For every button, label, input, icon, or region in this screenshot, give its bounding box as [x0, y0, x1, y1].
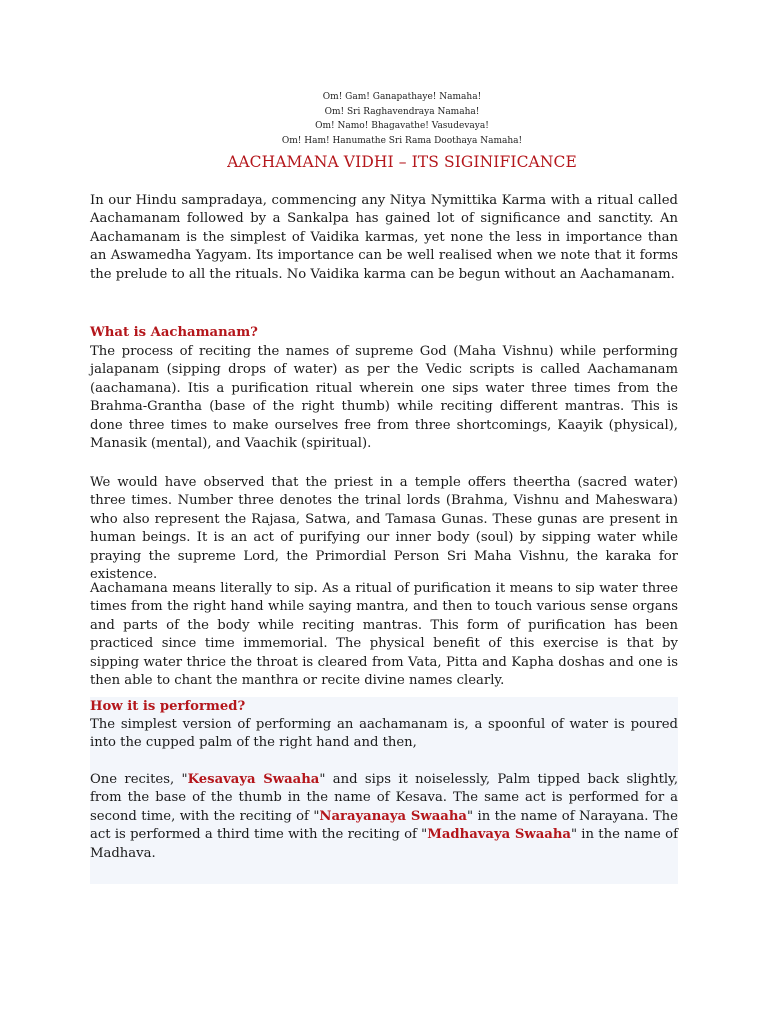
body-paragraph: The process of reciting the names of supreme God (Maha Vishnu) while performing jalapanam (sipping drops of water) as per the Vedic scripts is called Aachamanam (aachamana). Itis a purification ritual wherein one sips water three times from the Brahma-Grantha (base of the right thumb) while reciting different mantras. This is done three times to make ourselves free from three shortcomings, Kaayik (physical), Manasik (mental), and Vaachik (spiritual). — [90, 344, 678, 452]
invocation-line: Om! Namo! Bhagavathe! Vasudevaya! — [315, 121, 489, 131]
mantra-madhavaya: Madhavaya Swaaha — [427, 827, 571, 843]
body-paragraph: The simplest version of performing an aachamanam is, a spoonful of water is poured into the cupped palm of the right hand and then, — [90, 717, 678, 751]
text-segment: " and sips it noiselessly, Palm tipped back slightly, from the base of the thumb in the name of Kesava. The same act is performed for a second time, with the reciting of " — [90, 772, 679, 824]
mantra-kesavaya: Kesavaya Swaaha — [187, 772, 320, 787]
invocation-block — [90, 90, 714, 148]
page-title: AACHAMANA VIDHI – ITS SIGINIFICANCE — [227, 153, 577, 171]
text-segment: " in the name of Madhava. — [90, 827, 678, 861]
body-paragraph: We would have observed that the priest in a temple offers theertha (sacred water) three times. Number three denotes the trinal lords (Brahma, Vishnu and Maheswara) who also represent the Rajasa, Satwa, and Tamasa Gunas. These gunas are present in human beings. It is an act of purifying our inner body (soul) by sipping water while praying the supreme Lord, the Primordial Person Sri Maha Vishnu, the karaka for existence. — [90, 475, 678, 583]
invocation-line: Om! Sri Raghavendraya Namaha! — [324, 106, 480, 117]
intro-paragraph: In our Hindu sampradaya, commencing any Nitya Nymittika Karma with a ritual called Aachamanam followed by a Sankalpa has gained lot of significance and sanctity. An Aachamanam is the simplest of Vaidika karmas, yet none the less in importance than an Aswamedha Yagyam. Its importance can be well realised when we note that it forms the prelude to all the rituals. No Vaidika karma can be begun without an Aachamanam. — [90, 193, 678, 282]
text-segment: " in the name of Narayana. The act is performed a third time with the reciting of " — [90, 808, 678, 843]
invocation-line: Om! Gam! Ganapathaye! Namaha! — [322, 92, 482, 102]
invocation-line: Om! Ham! Hanumathe Sri Rama Doothaya Namaha! — [281, 135, 523, 146]
section-heading-how-performed: How it is performed? — [90, 699, 246, 714]
mantra-paragraph — [90, 771, 678, 863]
section-heading-what-is: What is Aachamanam? — [90, 325, 258, 340]
body-paragraph: Aachamana means literally to sip. As a ritual of purification it means to sip water three times from the right hand while saying mantra, and then to touch various sense organs and parts of the body while reciting mantras. This form of purification has been practiced since time immemorial. The physical benefit of this exercise is that by sipping water thrice the throat is cleared from Vata, Pitta and Kapha doshas and one is then able to chant the manthra or recite divine names clearly. — [90, 581, 678, 689]
text-segment: One recites, " — [90, 772, 188, 787]
mantra-narayanaya: Narayanaya Swaaha — [319, 808, 467, 824]
